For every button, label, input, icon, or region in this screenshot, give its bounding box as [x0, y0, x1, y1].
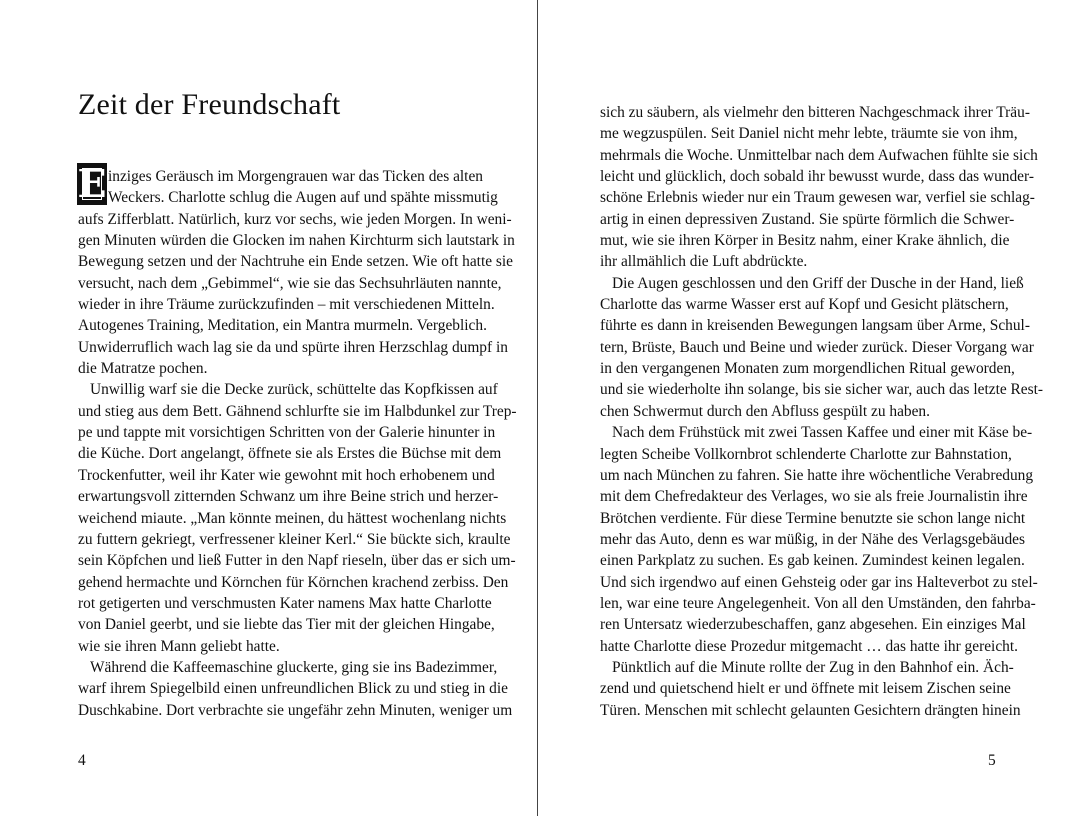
text-line: mehrmals die Woche. Unmittelbar nach dem Aufwachen fühlte sie sich: [600, 146, 1038, 164]
text-line: tern, Brüste, Bauch und Beine und wieder zurück. Dieser Vorgang war: [600, 338, 1034, 356]
text-line: wieder in ihre Träume zurückzufinden – mit verschiedenen Mitteln.: [78, 296, 495, 314]
page-number: 4: [78, 752, 86, 769]
text-line: ren Untersatz wiederzubeschaffen, ganz abgesehen. Ein einziges Mal: [600, 616, 1026, 634]
text-line: leicht und glücklich, doch sobald ihr bewusst wurde, dass das wunder-: [600, 168, 1034, 186]
text-line: die Matratze pochen.: [78, 360, 208, 378]
text-line: Brötchen verdiente. Für diese Termine benutzte sie schon lange nicht: [600, 509, 1026, 527]
text-line: warf ihrem Spiegelbild einen unfreundlichen Blick zu und stieg in die: [78, 680, 508, 698]
text-line: mut, wie sie ihren Körper in Besitz nahm, einer Krake ähnlich, die: [600, 232, 1010, 250]
chapter-title: Zeit der Freundschaft: [78, 88, 341, 121]
text-line: von Daniel geerbt, und sie liebte das Tier mit der gleichen Hingabe,: [78, 616, 495, 634]
text-line: hatte Charlotte diese Prozedur mitgemacht … das hatte ihr gereicht.: [600, 637, 1018, 655]
text-line: pe und tappte mit vorsichtigen Schritten von der Galerie hinunter in: [78, 424, 496, 442]
text-line: und stieg aus dem Bett. Gähnend schlurfte sie im Halbdunkel zur Trep-: [78, 402, 517, 420]
text-line: len, war eine teure Angelegenheit. Von all den Umständen, den fahrba-: [600, 594, 1036, 612]
text-line: Trockenfutter, weil ihr Kater wie gewohnt mit hoch erhobenem und: [78, 466, 495, 484]
text-line: Pünktlich auf die Minute rollte der Zug in den Bahnhof ein. Äch-: [612, 658, 1014, 676]
text-line: artig in einen depressiven Zustand. Sie spürte förmlich die Schwer-: [600, 210, 1015, 228]
text-line: me wegzuspülen. Seit Daniel nicht mehr lebte, träumte sie von ihm,: [600, 125, 1018, 143]
drop-cap: E: [77, 161, 107, 206]
text-line: sein Köpfchen und ließ Futter in den Napf rieseln, über das er sich um-: [78, 552, 516, 570]
text-line: weichend miaute. „Man könnte meinen, du hättest wochenlang nichts: [78, 509, 507, 527]
left-page-text: [77, 161, 517, 721]
text-line: in den vergangenen Monaten zum morgendlichen Ritual geworden,: [600, 360, 1015, 378]
right-page-text: [600, 102, 1044, 721]
text-line: gehend hermachte und Körnchen für Körnchen krachend zerbiss. Den: [78, 573, 509, 591]
text-line: führte es dann in kreisenden Bewegungen langsam über Arme, Schul-: [600, 317, 1030, 335]
text-line: ihr allmählich die Luft abdrückte.: [600, 253, 808, 271]
text-line: Weckers. Charlotte schlug die Augen auf und spähte missmutig: [108, 189, 498, 207]
text-line: Unwillig warf sie die Decke zurück, schüttelte das Kopfkissen auf: [90, 381, 498, 399]
text-line: Und sich irgendwo auf einen Gehsteig oder gar ins Halteverbot zu stel-: [600, 573, 1038, 591]
text-line: legten Scheibe Vollkornbrot schlenderte Charlotte zur Bahnstation,: [600, 445, 1012, 463]
text-line: schöne Erlebnis wieder nur ein Traum gewesen war, verfiel sie schlag-: [600, 189, 1035, 207]
text-line: zend und quietschend hielt er und öffnete mit leisem Zischen seine: [600, 680, 1011, 698]
text-line: um nach München zu fahren. Sie hatte ihre wöchentliche Verabredung: [600, 466, 1034, 484]
text-line: die Küche. Dort angelangt, öffnete sie als Erstes die Büchse mit dem: [78, 445, 502, 463]
text-line: inziges Geräusch im Morgengrauen war das Ticken des alten: [108, 168, 483, 185]
text-line: sich zu säubern, als vielmehr den bitteren Nachgeschmack ihrer Träu-: [600, 104, 1030, 121]
text-line: Autogenes Training, Meditation, ein Mantra murmeln. Vergeblich.: [78, 317, 487, 335]
text-line: Türen. Menschen mit schlecht gelaunten Gesichtern drängten hinein: [600, 701, 1021, 719]
text-line: Charlotte das warme Wasser erst auf Kopf und Gesicht plätschern,: [600, 296, 1009, 314]
text-line: rot getigerten und verschmusten Kater namens Max hatte Charlotte: [78, 594, 492, 612]
text-line: Nach dem Frühstück mit zwei Tassen Kaffee und einer mit Käse be-: [612, 424, 1033, 442]
text-line: chen Schwermut durch den Abfluss gespült zu haben.: [600, 402, 930, 420]
text-line: aufs Zifferblatt. Natürlich, kurz vor sechs, wie jeden Morgen. In weni-: [78, 210, 512, 228]
page-number: 5: [988, 752, 996, 769]
text-line: gen Minuten würden die Glocken im nahen Kirchturm sich lautstark in: [78, 232, 515, 250]
text-line: Duschkabine. Dort verbrachte sie ungefähr zehn Minuten, weniger um: [78, 701, 513, 719]
text-line: Bewegung setzen und der Nachtruhe ein Ende setzen. Wie oft hatte sie: [78, 253, 514, 271]
text-line: mit dem Chefredakteur des Verlages, wo sie als freie Journalistin ihre: [600, 488, 1028, 506]
text-line: einen Parkplatz zu suchen. Es gab keinen. Zumindest keinen legalen.: [600, 552, 1025, 570]
text-line: Während die Kaffeemaschine gluckerte, ging sie ins Badezimmer,: [90, 658, 498, 676]
text-line: erwartungsvoll zitternden Schwanz um ihre Beine strich und herzer-: [78, 488, 499, 506]
text-line: versucht, nach dem „Gebimmel“, wie sie das Sechsuhrläuten nannte,: [78, 274, 502, 292]
text-line: Die Augen geschlossen und den Griff der Dusche in der Hand, ließ: [612, 274, 1024, 292]
text-line: zu futtern gekriegt, verfressener kleiner Kerl.“ Sie bückte sich, kraulte: [78, 530, 511, 548]
text-line: und sie wiederholte ihn solange, bis sie sicher war, auch das letzte Rest-: [600, 381, 1044, 399]
text-line: Unwiderruflich wach lag sie da und spürte ihren Herzschlag dumpf in: [78, 338, 508, 356]
text-line: mehr das Auto, denn es war müßig, in der Nähe des Verlagsgebäudes: [600, 530, 1025, 548]
text-line: wie sie ihren Mann geliebt hatte.: [78, 637, 280, 655]
